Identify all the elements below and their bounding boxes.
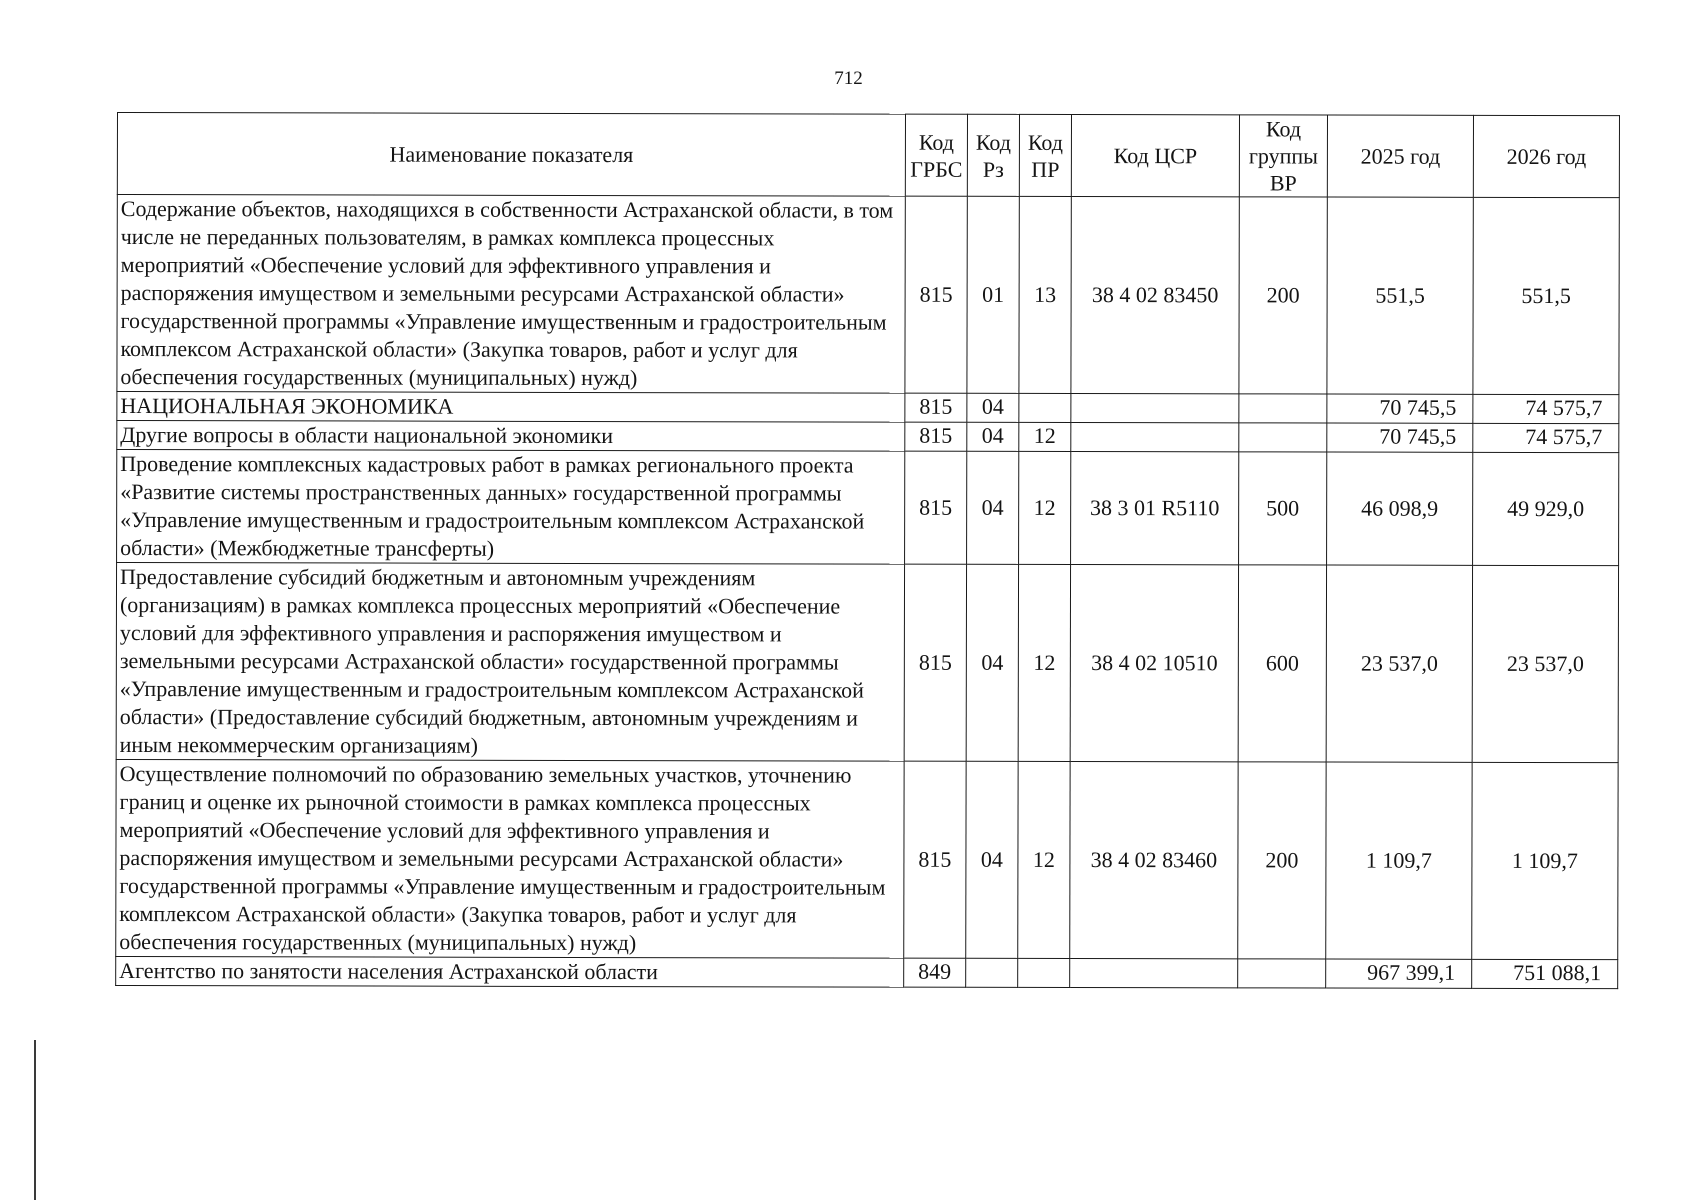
row-name: НАЦИОНАЛЬНАЯ ЭКОНОМИКА [117,392,905,423]
row-name: Агентство по занятости населения Астраханской области [116,956,904,987]
scan-edge-line [34,1040,36,1200]
row-csr: 38 4 02 83460 [1070,761,1238,958]
header-2025: 2025 год [1327,115,1473,197]
header-csr: Код ЦСР [1071,114,1239,196]
row-grbs: 849 [904,958,966,987]
header-2026: 2026 год [1473,115,1619,197]
row-name: Содержание объектов, находящихся в собственности Астраханской области, в том числе не переданных пользователям, в рамках комплекса процессных мероприятий «Обеспечение условий для эффективного управления и распоряжения имуществом и земельными ресурсами Астраханской области» государственной программы «Управление имущественным и градостроительным комплексом Астраханской области» (Закупка товаров, работ и услуг для обеспечения государственных (муниципальных) нужд) [117,195,905,394]
row-2025: 1 109,7 [1326,762,1472,959]
budget-table [115,112,1620,989]
row-grbs: 815 [904,564,966,761]
table-row [117,195,1619,395]
row-2025: 46 098,9 [1327,452,1473,565]
row-grbs: 815 [905,451,967,564]
row-2026: 49 929,0 [1473,452,1619,565]
row-name: Осуществление полномочий по образованию земельных участков, уточнению границ и оценке их рыночной стоимости в рамках комплекса процессных мероприятий «Обеспечение условий для эффективного управления и распоряжения имуществом и земельными ресурсами Астраханской области» государственной программы «Управление имущественным и градостроительным комплексом Астраханской области» (Закупка товаров, работ и услуг для обеспечения государственных (муниципальных) нужд) [116,759,904,958]
row-grbs: 815 [905,422,967,451]
row-rz: 04 [966,761,1018,958]
row-2026: 23 537,0 [1472,565,1618,762]
row-name: Предоставление субсидий бюджетным и автономным учреждениям (организациям) в рамках комплекса процессных мероприятий «Обеспечение условий для эффективного управления и распоряжения имуществом и земельными ресурсами Астраханской области» государственной программы «Управление имущественным и градостроительным комплексом Астраханской области» (Предоставление субсидий бюджетным, автономным учреждениям и иным некоммерческим организациям) [116,563,904,762]
row-2025: 70 745,5 [1327,423,1473,452]
table-header-row [117,113,1619,198]
row-pr: 12 [1019,422,1071,451]
header-name: Наименование показателя [117,113,905,197]
row-pr: 12 [1018,761,1070,958]
row-name: Другие вопросы в области национальной экономики [117,421,905,452]
row-vr: 500 [1239,452,1327,565]
row-vr [1239,423,1327,452]
row-vr: 200 [1238,762,1326,959]
row-csr: 38 4 02 10510 [1070,564,1238,761]
row-rz: 04 [967,451,1019,564]
row-pr: 12 [1019,451,1071,564]
row-2026: 551,5 [1473,197,1619,394]
row-2026: 74 575,7 [1473,423,1619,452]
row-rz: 04 [967,422,1019,451]
header-rz: Код Рз [967,114,1019,196]
row-2025: 70 745,5 [1327,394,1473,423]
row-2025: 967 399,1 [1326,959,1472,988]
row-grbs: 815 [904,761,966,958]
row-csr: 38 4 02 83450 [1071,196,1239,393]
table-row [116,759,1618,959]
row-grbs: 815 [905,196,967,393]
table-row [117,421,1619,453]
row-2026: 1 109,7 [1472,762,1618,959]
row-rz [966,958,1018,987]
table-row [117,392,1619,424]
header-pr: Код ПР [1019,114,1071,196]
row-rz: 04 [966,564,1018,761]
row-2026: 751 088,1 [1472,959,1618,988]
row-csr [1071,422,1239,451]
row-vr: 200 [1239,197,1327,394]
row-2025: 23 537,0 [1326,565,1472,762]
row-vr: 600 [1238,565,1326,762]
row-csr [1070,958,1238,987]
row-vr [1239,394,1327,423]
row-pr [1019,393,1071,422]
header-vr: Код группы ВР [1239,115,1327,197]
row-pr [1018,958,1070,987]
page-number: 712 [834,68,863,89]
row-vr [1238,959,1326,988]
row-csr [1071,393,1239,422]
row-rz: 04 [967,393,1019,422]
header-grbs: Код ГРБС [905,114,967,196]
row-rz: 01 [967,196,1019,393]
row-grbs: 815 [905,393,967,422]
table-row [117,450,1619,566]
row-2026: 74 575,7 [1473,394,1619,423]
row-csr: 38 3 01 R5110 [1071,451,1239,564]
table-row [116,956,1618,988]
table-row [116,563,1618,763]
row-pr: 12 [1018,564,1070,761]
row-2025: 551,5 [1327,197,1473,394]
row-pr: 13 [1019,196,1071,393]
row-name: Проведение комплексных кадастровых работ в рамках регионального проекта «Развитие системы пространственных данных» государственной программы «Управление имущественным и градостроительным комплексом Астраханской области» (Межбюджетные трансферты) [117,450,905,565]
